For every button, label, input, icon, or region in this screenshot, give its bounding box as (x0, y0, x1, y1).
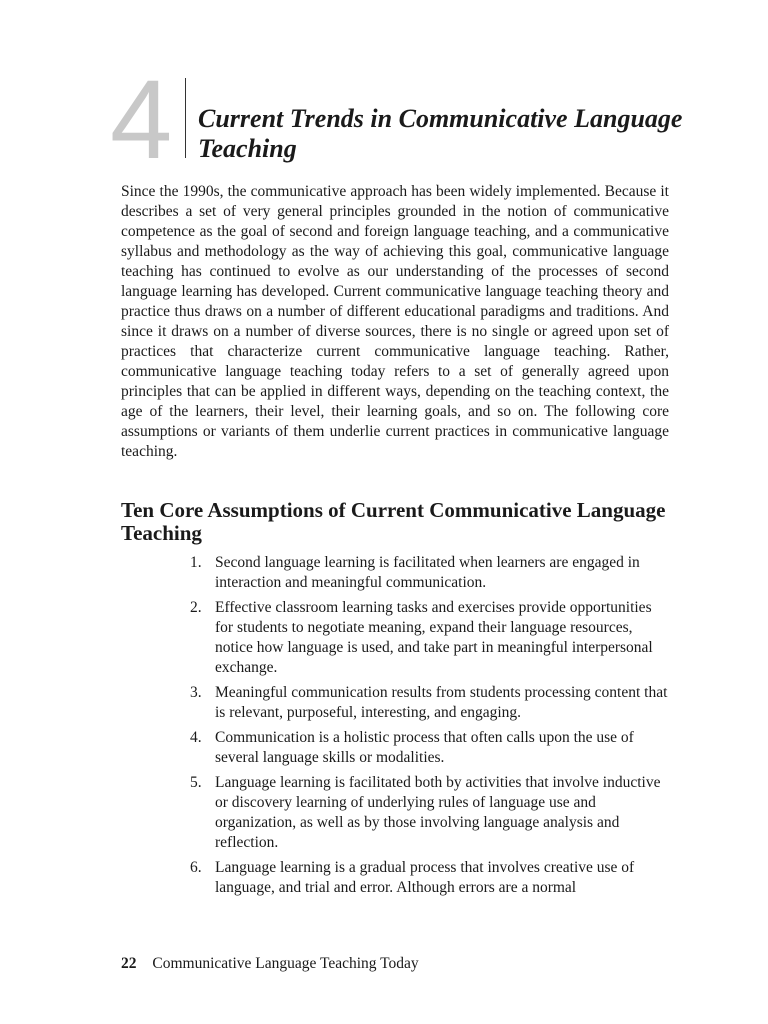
list-item-number: 5. (190, 774, 202, 791)
page-number: 22 (121, 955, 137, 972)
intro-paragraph: Since the 1990s, the communicative approach has been widely implemented. Because it describes a set of very general principles grounded in the notion of communicative competence as the goal of second and foreign language teaching, and a communicative syllabus and methodology as the way of achieving this goal, communicative language teaching has continued to evolve as our understanding of the processes of second language learning has developed. Current communicative language teaching theory and practice thus draws on a number of different educational paradigms and traditions. And since it draws on a number of diverse sources, there is no single or agreed upon set of practices that characterize current communicative language teaching. Rather, communicative language teaching today refers to a set of generally agreed upon principles that can be applied in different ways, depending on the teaching context, the age of the learners, their level, their learning goals, and so on. The following core assumptions or variants of them underlie current practices in communicative language teaching. (121, 183, 669, 460)
section-heading: Ten Core Assumptions of Current Communicative Language Teaching (121, 498, 666, 545)
list-item-text: Second language learning is facilitated when learners are engaged in interaction and meaningful communication. (215, 554, 640, 591)
list-item (190, 598, 670, 678)
list-item (190, 553, 670, 593)
list-item (190, 728, 670, 768)
list-item-text: Communication is a holistic process that often calls upon the use of several language skills or modalities. (215, 729, 634, 766)
list-item (190, 773, 670, 853)
list-item-number: 4. (190, 729, 202, 746)
list-item-text: Language learning is a gradual process that involves creative use of language, and trial and error. Although errors are a normal (215, 859, 635, 896)
core-assumptions-list (190, 553, 670, 903)
list-item-number: 2. (190, 599, 202, 616)
list-item-text: Language learning is facilitated both by activities that involve inductive or discovery learning of underlying rules of language use and organization, as well as by those involving language analysis and reflection. (215, 774, 661, 851)
chapter-number: 4 (110, 57, 171, 182)
list-item-number: 1. (190, 554, 202, 571)
list-item (190, 858, 670, 898)
chapter-divider-rule (185, 78, 186, 158)
list-item-number: 6. (190, 859, 202, 876)
list-item-text: Meaningful communication results from students processing content that is relevant, purposeful, interesting, and engaging. (215, 684, 668, 721)
list-item (190, 683, 670, 723)
list-item-text: Effective classroom learning tasks and exercises provide opportunities for students to negotiate meaning, expand their language resources, notice how language is used, and take part in meaningful interpersonal exchange. (215, 599, 653, 676)
page-footer (121, 954, 669, 974)
chapter-title: Current Trends in Communicative Language Teaching (198, 104, 683, 163)
running-footer-title: Communicative Language Teaching Today (152, 955, 419, 972)
list-item-number: 3. (190, 684, 202, 701)
